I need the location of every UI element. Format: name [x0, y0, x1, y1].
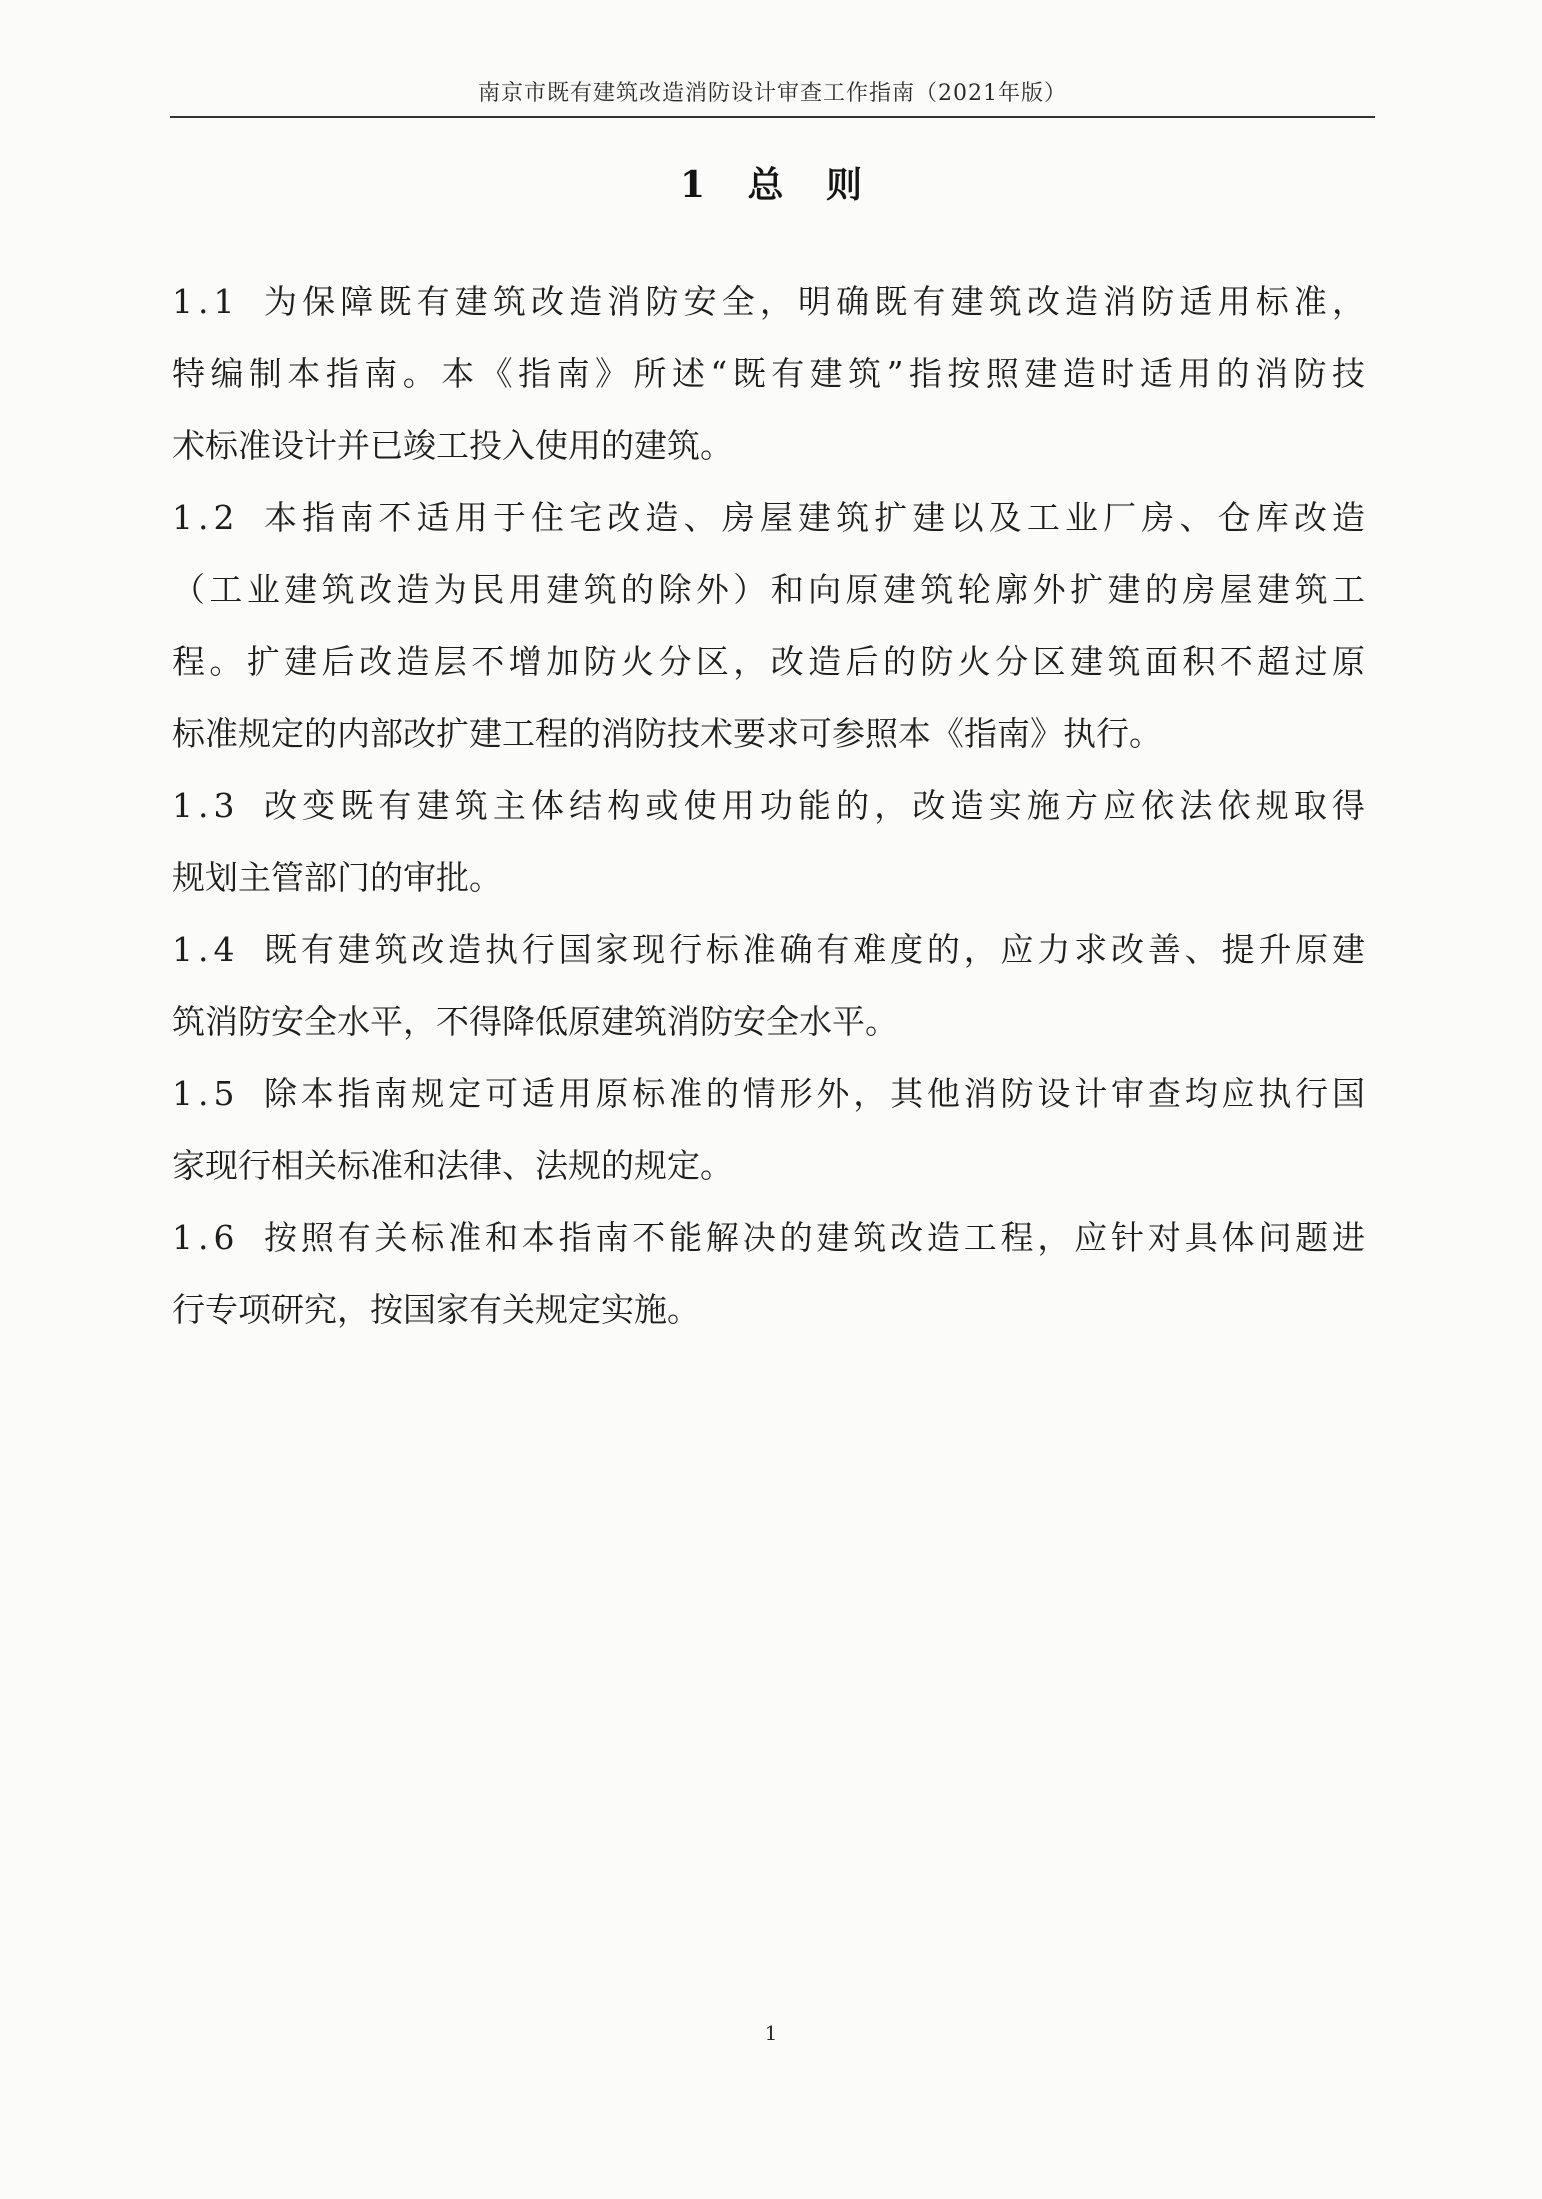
- clause-1-1: [172, 266, 1365, 482]
- chapter-body: [172, 266, 1365, 1346]
- clause-line: 特编制本指南。本《指南》所述“既有建筑”指按照建造时适用的消防技: [172, 354, 1365, 393]
- clause-line: [172, 1202, 1365, 1274]
- header-rule: [170, 116, 1375, 118]
- clause-line: [172, 914, 1365, 986]
- chapter-title: 1 总 则: [679, 164, 863, 206]
- clause-line: （工业建筑改造为民用建筑的除外）和向原建筑轮廓外扩建的房屋建筑工: [172, 570, 1365, 609]
- clause-line: 筑消防安全水平，不得降低原建筑消防安全水平。: [172, 1002, 898, 1041]
- clause-line: 行专项研究，按国家有关规定实施。: [172, 1290, 700, 1329]
- clause-line: 规划主管部门的审批。: [172, 858, 502, 897]
- clause-line: [172, 770, 1365, 842]
- clause-line: 标准规定的内部改扩建工程的消防技术要求可参照本《指南》执行。: [172, 714, 1162, 753]
- clause-line: 程。扩建后改造层不增加防火分区，改造后的防火分区建筑面积不超过原: [172, 642, 1365, 681]
- clause-text: 按照有关标准和本指南不能解决的建筑改造工程，应针对具体问题进: [264, 1218, 1365, 1257]
- clause-text: 改变既有建筑主体结构或使用功能的，改造实施方应依法依规取得: [264, 786, 1365, 825]
- clause-1-3: [172, 770, 1365, 914]
- clause-number: 1.3: [172, 786, 240, 825]
- clause-1-5: [172, 1058, 1365, 1202]
- clause-number: 1.5: [172, 1074, 240, 1113]
- page-number: 1: [764, 2021, 778, 2045]
- clause-number: 1.6: [172, 1218, 240, 1257]
- clause-number: 1.1: [172, 282, 240, 321]
- clause-1-4: [172, 914, 1365, 1058]
- running-header: 南京市既有建筑改造消防设计审查工作指南（2021年版）: [478, 81, 1067, 106]
- clause-1-2: [172, 482, 1365, 770]
- clause-number: 1.4: [172, 930, 240, 969]
- clause-1-6: [172, 1202, 1365, 1346]
- clause-number: 1.2: [172, 498, 240, 537]
- clause-text: 为保障既有建筑改造消防安全，明确既有建筑改造消防适用标准，: [264, 282, 1365, 321]
- clause-line: 家现行相关标准和法律、法规的规定。: [172, 1146, 733, 1185]
- clause-line: [172, 482, 1365, 554]
- clause-line: [172, 266, 1365, 338]
- clause-line: [172, 1058, 1365, 1130]
- clause-line: 术标准设计并已竣工投入使用的建筑。: [172, 426, 733, 465]
- clause-text: 本指南不适用于住宅改造、房屋建筑扩建以及工业厂房、仓库改造: [264, 498, 1365, 537]
- clause-text: 除本指南规定可适用原标准的情形外，其他消防设计审查均应执行国: [264, 1074, 1365, 1113]
- clause-text: 既有建筑改造执行国家现行标准确有难度的，应力求改善、提升原建: [264, 930, 1365, 969]
